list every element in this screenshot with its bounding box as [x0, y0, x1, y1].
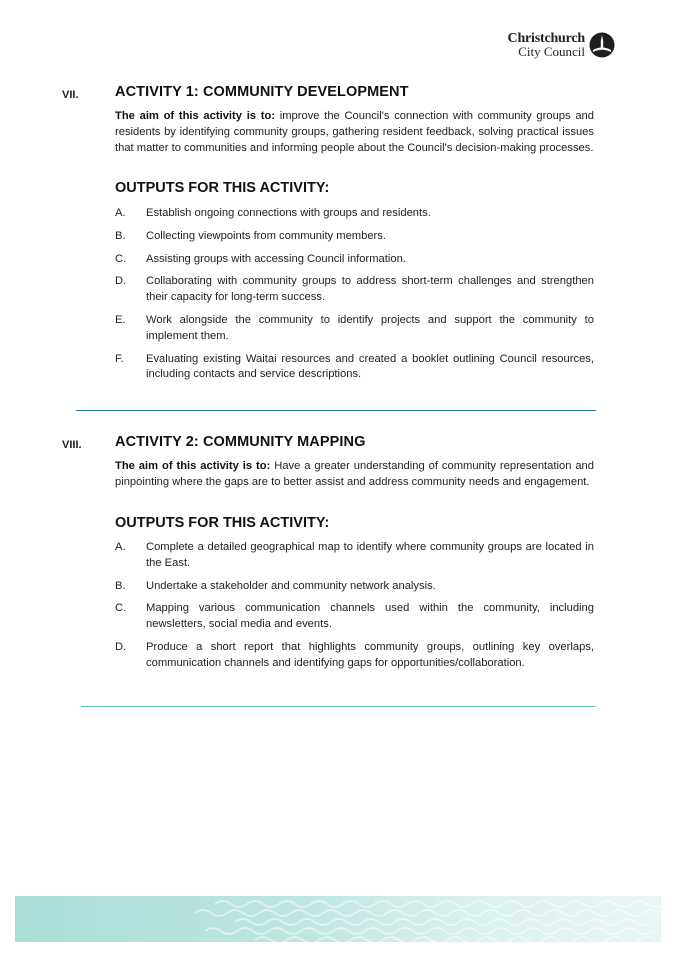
list-text: Complete a detailed geographical map to identify where community groups are located in the East.: [146, 541, 594, 569]
list-text: Mapping various communication channels used within the community, including newsletters, social media and events.: [146, 602, 594, 631]
list-item: [115, 313, 594, 345]
logo-line-1: Christchurch: [507, 31, 585, 46]
list-letter: B.: [115, 579, 126, 592]
list-text: Collaborating with community groups to address short-term challenges and strengthen their capacity for long-term success.: [146, 275, 594, 304]
list-text: Collecting viewpoints from community members.: [146, 229, 386, 242]
list-item: [115, 540, 594, 572]
section-divider: [76, 410, 596, 411]
list-letter: F.: [115, 352, 124, 365]
list-letter: A.: [115, 541, 126, 553]
list-text: Assisting groups with accessing Council information.: [146, 252, 406, 265]
list-letter: A.: [115, 207, 126, 219]
activity-2-aim: [115, 459, 594, 491]
list-letter: E.: [115, 313, 126, 326]
activity-2-outputs-heading: OUTPUTS FOR THIS ACTIVITY:: [115, 515, 330, 531]
aim-text: improve the Council's connection with community groups and residents by identifying community groups, gathering resident feedback, solving practical issues that matter to communities and informing people about the Council's decision-making processes.: [115, 110, 594, 154]
list-item: [115, 579, 594, 595]
logo-wordmark: [508, 32, 585, 58]
activity-1-outputs-list: [115, 206, 594, 383]
activity-2-outputs-list: [115, 540, 594, 672]
activity-1-aim: [115, 109, 594, 156]
list-letter: D.: [115, 640, 127, 653]
list-letter: C.: [115, 252, 127, 265]
list-text: Evaluating existing Waitai resources and created a booklet outlining Council resources, including contacts and service descriptions.: [146, 352, 594, 381]
aim-lead: The aim of this activity is to:: [115, 110, 276, 122]
list-item: [115, 274, 594, 306]
list-text: Undertake a stakeholder and community network analysis.: [146, 579, 436, 592]
list-item: [115, 252, 594, 268]
list-letter: D.: [115, 275, 127, 288]
list-item: [115, 352, 594, 384]
wave-pattern: [15, 896, 661, 942]
list-item: [115, 229, 594, 245]
list-text: Produce a short report that highlights community groups, outlining key overlaps, communication channels and identifying gaps for opportunities/collaboration.: [146, 640, 594, 669]
list-item: [115, 640, 594, 672]
list-item: [115, 206, 594, 222]
list-letter: C.: [115, 602, 127, 615]
logo-line-2: City Council: [518, 44, 585, 59]
list-letter: B.: [115, 229, 126, 242]
aim-text: Have a greater understanding of community representation and pinpointing where the gaps are to better assist and address community needs and engagement.: [115, 460, 595, 488]
section-number-viii: VIII.: [62, 439, 82, 451]
activity-2-title: ACTIVITY 2: COMMUNITY MAPPING: [115, 434, 366, 450]
list-text: Work alongside the community to identify projects and support the community to implement them.: [146, 313, 594, 342]
council-logo: [508, 32, 615, 58]
activity-1-title: ACTIVITY 1: COMMUNITY DEVELOPMENT: [115, 84, 409, 100]
list-item: [115, 601, 594, 633]
list-text: Establish ongoing connections with groups and residents.: [146, 207, 431, 219]
section-divider: [81, 706, 595, 707]
aim-lead: The aim of this activity is to:: [115, 460, 271, 472]
cathedral-icon: [589, 32, 615, 58]
section-number-vii: VII.: [62, 89, 79, 101]
activity-1-outputs-heading: OUTPUTS FOR THIS ACTIVITY:: [115, 180, 330, 196]
decorative-wave-band: [15, 896, 661, 942]
